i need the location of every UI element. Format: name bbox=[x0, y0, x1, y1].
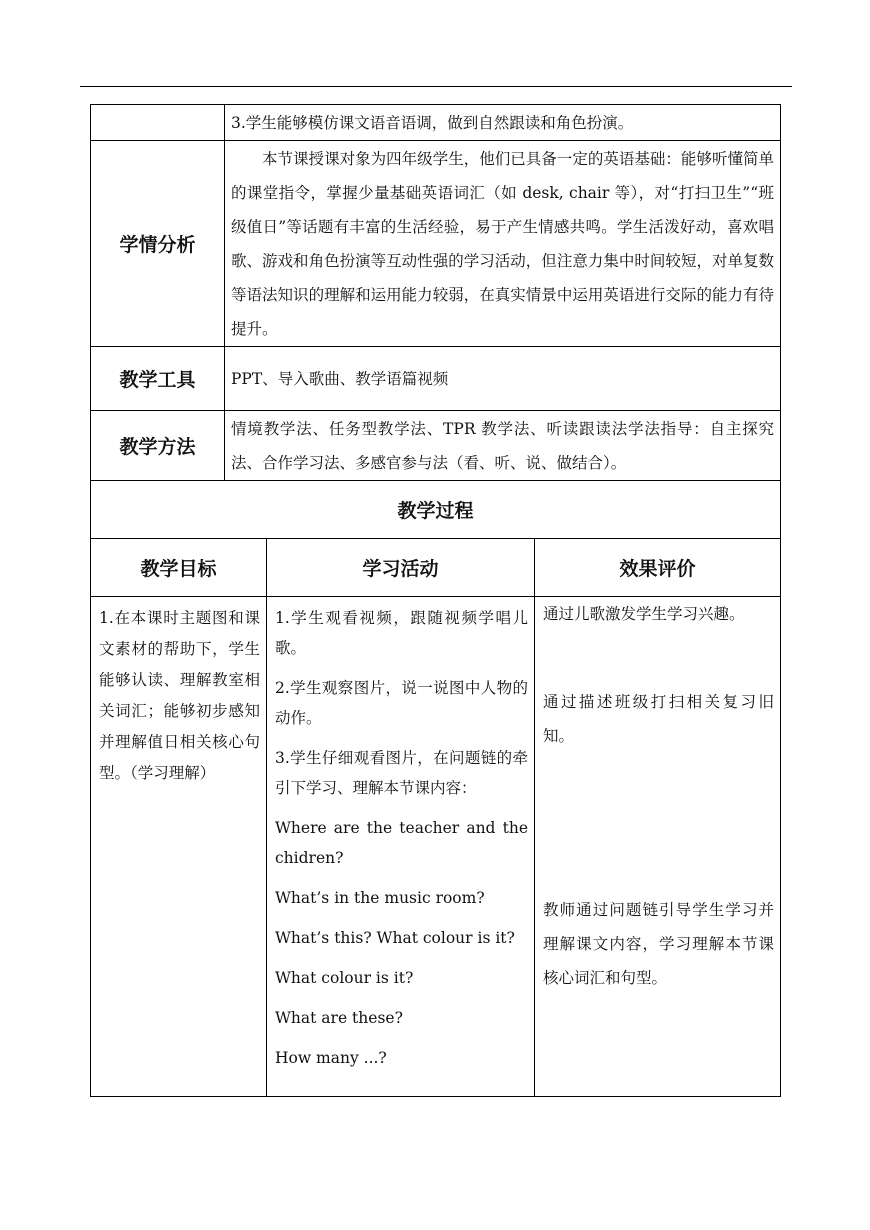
process-content-row bbox=[91, 597, 781, 1097]
activity-item: 1.学生观看视频，跟随视频学唱儿歌。 bbox=[275, 609, 528, 657]
eval-cell bbox=[535, 597, 781, 1097]
tools-row bbox=[91, 347, 781, 411]
goal-cell bbox=[91, 597, 267, 1097]
activity-question: Where are the teacher and the chidren? bbox=[275, 819, 528, 867]
tools-text: PPT、导入歌曲、教学语篇视频 bbox=[225, 347, 781, 411]
process-title: 教学过程 bbox=[91, 481, 781, 539]
objective-3-text: 3.学生能够模仿课文语音语调，做到自然跟读和角色扮演。 bbox=[225, 105, 781, 141]
objective-continuation-row bbox=[91, 105, 781, 141]
lesson-plan-table bbox=[90, 104, 781, 1097]
activity-question: What’s in the music room? bbox=[275, 889, 485, 907]
goal-text: 1.在本课时主题图和课文素材的帮助下，学生能够认读、理解教室相关词汇；能够初步感知并理解值日相关核心句型。（学习理解） bbox=[99, 609, 260, 782]
activity-item: 2.学生观察图片，说一说图中人物的动作。 bbox=[275, 679, 528, 727]
activity-question: How many ...? bbox=[275, 1049, 387, 1067]
activity-question: What’s this? What colour is it? bbox=[275, 929, 515, 947]
activity-item: 3.学生仔细观看图片，在问题链的牵引下学习、理解本节课内容： bbox=[275, 749, 528, 797]
student-analysis-row bbox=[91, 141, 781, 347]
process-title-row bbox=[91, 481, 781, 539]
lesson-plan-table-wrapper bbox=[90, 104, 780, 1097]
methods-label: 教学方法 bbox=[91, 411, 225, 481]
eval-item: 通过描述班级打扫相关复习旧知。 bbox=[543, 693, 775, 745]
activity-question: What colour is it? bbox=[275, 969, 414, 987]
empty-label-cell bbox=[91, 105, 225, 141]
process-header-row bbox=[91, 539, 781, 597]
activity-question: What are these? bbox=[275, 1009, 403, 1027]
student-analysis-label: 学情分析 bbox=[91, 141, 225, 347]
eval-list bbox=[535, 597, 780, 995]
activity-cell bbox=[267, 597, 535, 1097]
methods-row bbox=[91, 411, 781, 481]
activity-list bbox=[267, 597, 534, 1073]
eval-item: 通过儿歌激发学生学习兴趣。 bbox=[543, 605, 745, 623]
header-rule bbox=[80, 86, 792, 87]
tools-label: 教学工具 bbox=[91, 347, 225, 411]
methods-text: 情境教学法、任务型教学法、TPR 教学法、听读跟读法学法指导：自主探究法、合作学习法、多感官参与法（看、听、说、做结合）。 bbox=[225, 411, 781, 481]
col-header-goal: 教学目标 bbox=[91, 539, 267, 597]
eval-item: 教师通过问题链引导学生学习并理解课文内容，学习理解本节课核心词汇和句型。 bbox=[543, 901, 775, 987]
col-header-eval: 效果评价 bbox=[535, 539, 781, 597]
col-header-activity: 学习活动 bbox=[267, 539, 535, 597]
student-analysis-text: 本节课授课对象为四年级学生，他们已具备一定的英语基础：能够听懂简单的课堂指令，掌握少量基础英语词汇（如 desk, chair 等），对“打扫卫生”“班级值日”等话题有丰富的生活经验，易于产生情感共鸣。学生活泼好动，喜欢唱歌、游戏和角色扮演等互动性强的学习活动，但注意力集中时间较短，对单复数等语法知识的理解和运用能力较弱，在真实情景中运用英语进行交际的能力有待提升。 bbox=[225, 141, 781, 347]
